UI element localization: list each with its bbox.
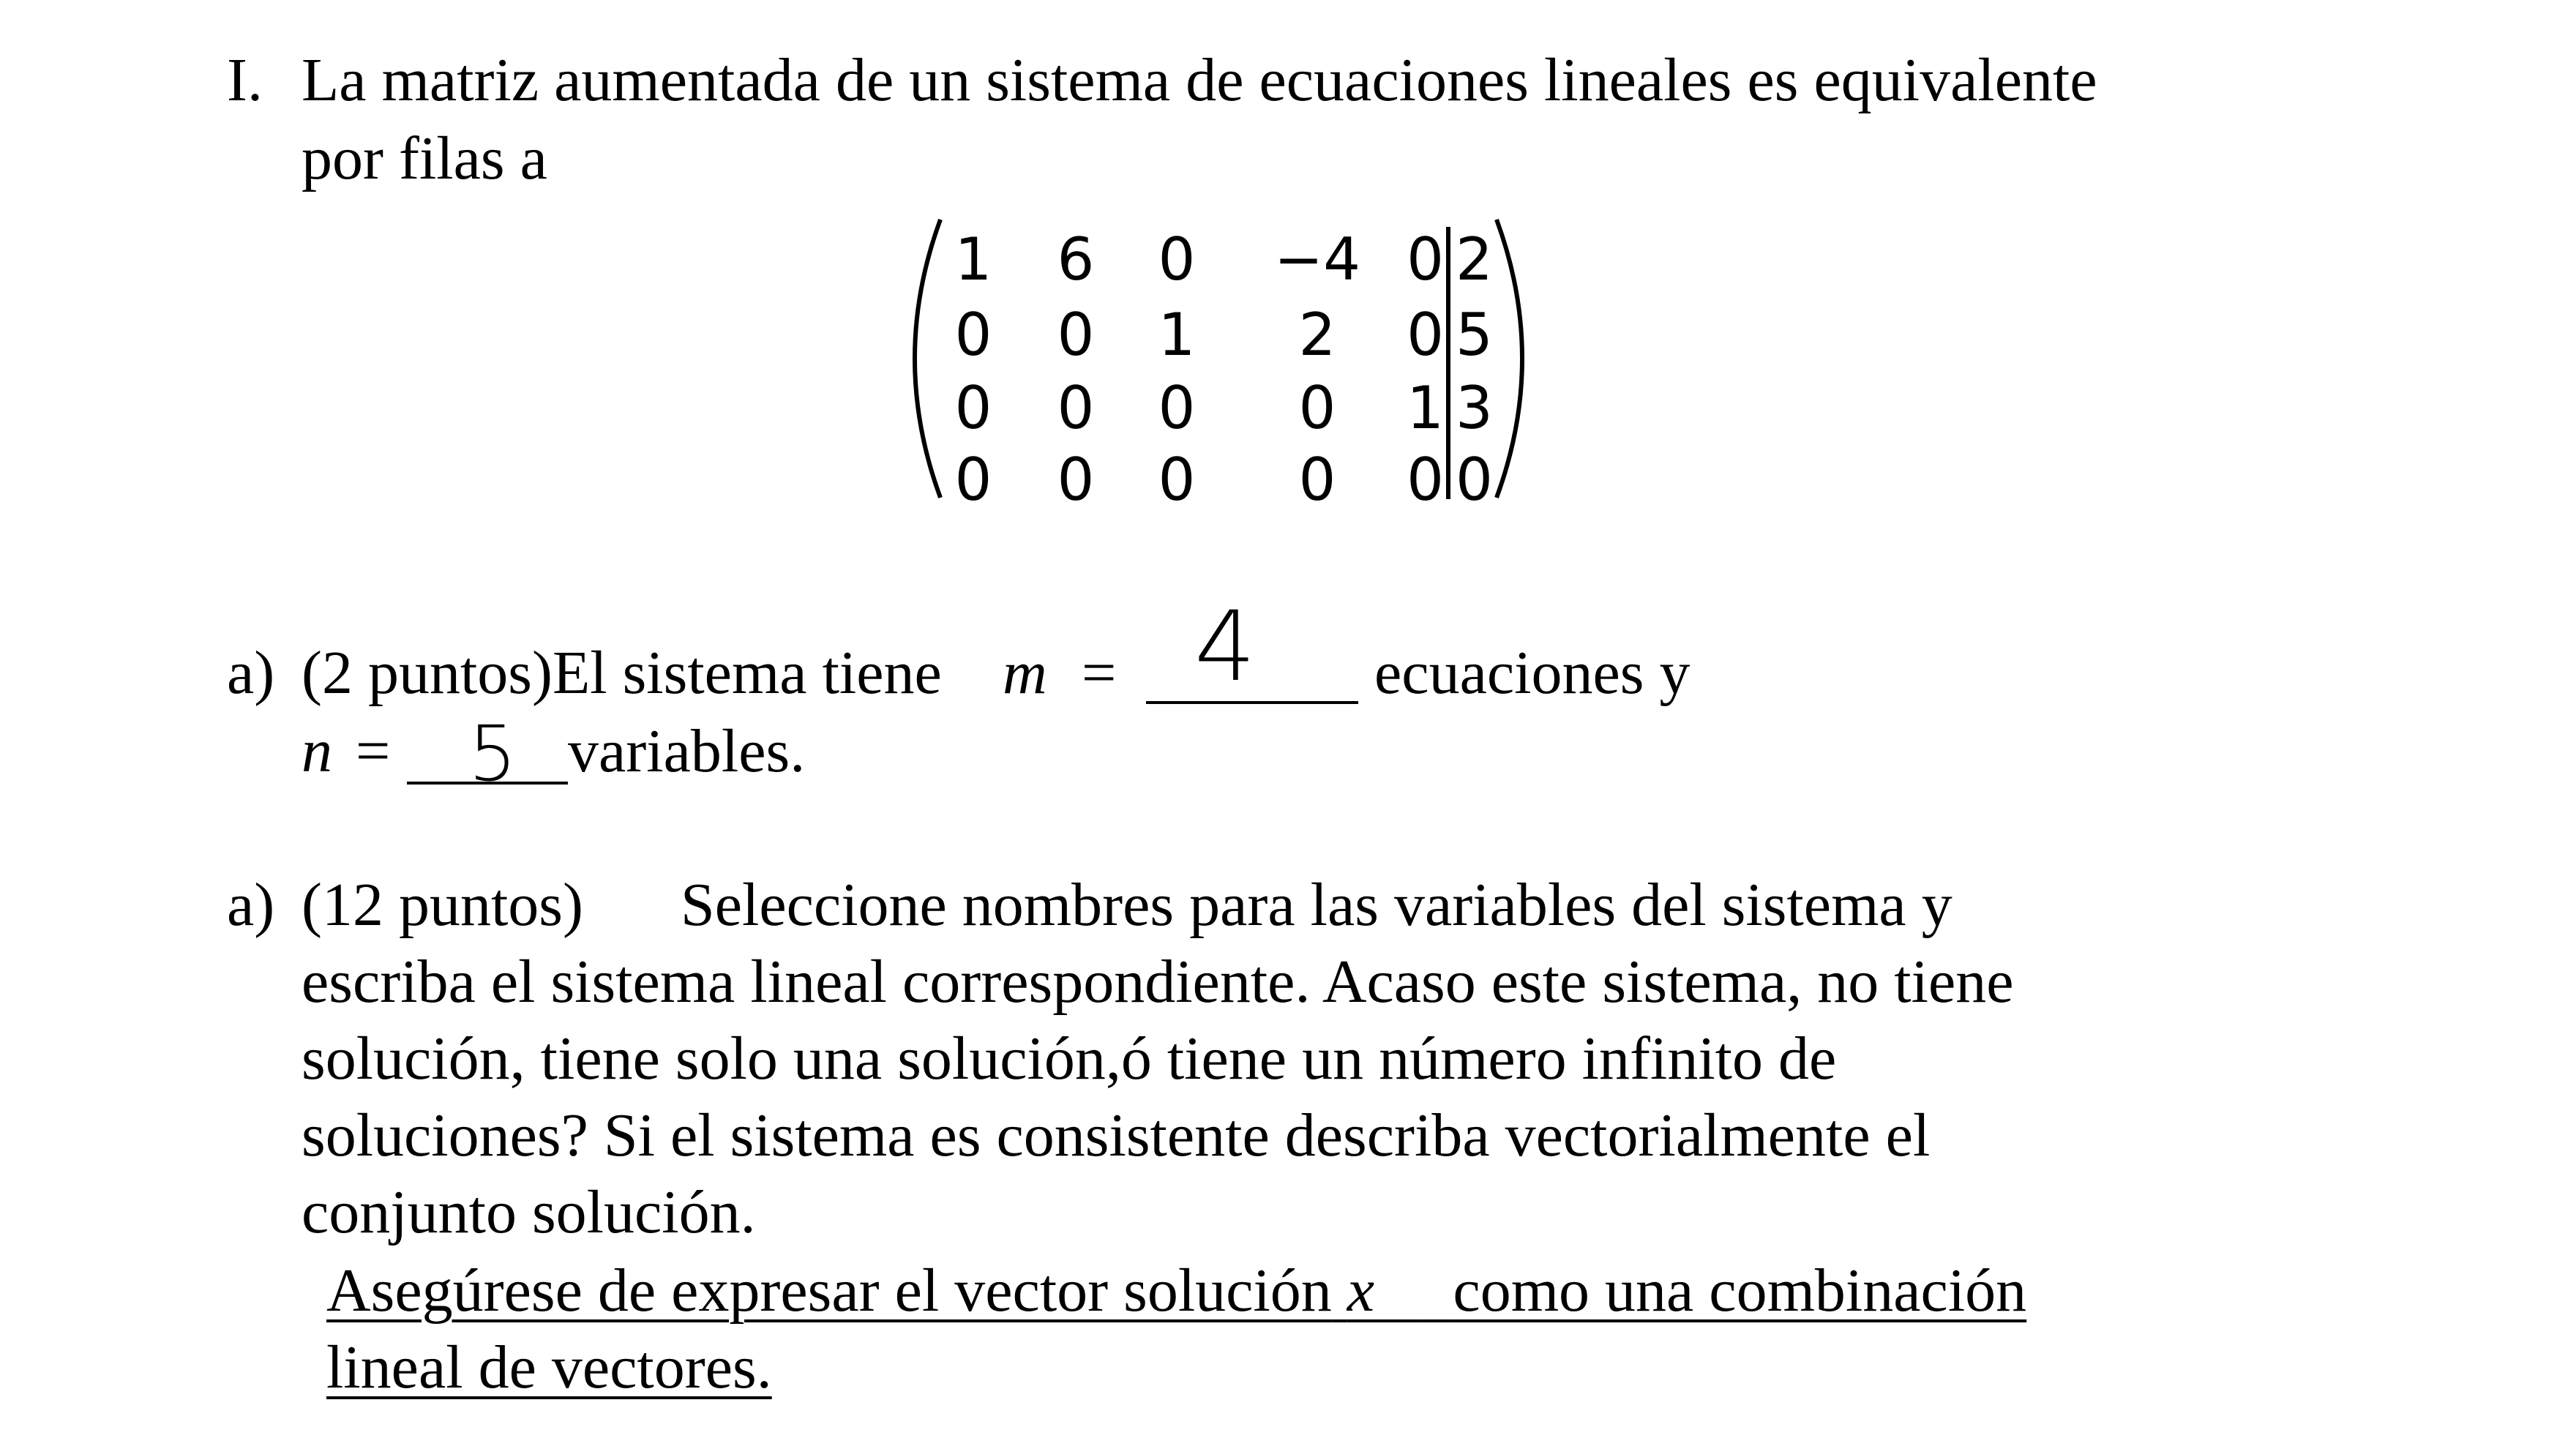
note-line2: lineal de vectores. (326, 1333, 772, 1401)
section-text-line1: La matriz aumentada de un sistema de ecuaciones lineales es equivalente (302, 46, 2097, 114)
part-a2-line5: conjunto solución. (302, 1178, 756, 1246)
matrix-augmented-cell: 2 (1456, 225, 1493, 293)
part-a1-text: (2 puntos)El sistema tiene (302, 639, 942, 707)
matrix-cell: 2 (1298, 301, 1336, 369)
section-text-line2: por filas a (302, 124, 547, 192)
part-a2-points: (12 puntos) (302, 871, 583, 939)
part-a1-label: a) (227, 639, 275, 707)
m-symbol: m (1003, 639, 1047, 707)
matrix-augmented-cell: 5 (1456, 301, 1493, 369)
vector-x: x⃗ (1347, 1257, 1423, 1325)
matrix-augmented-cell: 3 (1456, 374, 1493, 442)
matrix-cell: 6 (1057, 225, 1095, 293)
matrix-cell: −4 (1274, 225, 1360, 293)
part-a2-label: a) (227, 871, 275, 939)
part-a2-line2: escriba el sistema lineal correspondiente. Acaso este sistema, no tiene (302, 948, 2014, 1016)
section-label: I. (227, 46, 263, 114)
matrix-cell: 0 (1057, 446, 1095, 514)
m-handwritten-answer: 4 (1194, 591, 1256, 703)
n-symbol: n (302, 717, 332, 785)
matrix-cell: 0 (1158, 446, 1196, 514)
part-a1-text-after: ecuaciones y (1374, 639, 1690, 707)
matrix-cell: 0 (1057, 374, 1095, 442)
matrix-cell: 1 (1407, 374, 1444, 442)
matrix-cell: 0 (1298, 374, 1336, 442)
note-line1-a: Asegúrese de expresar el vector solución x⃗ como una combinación (326, 1257, 2027, 1325)
part-a2-line3: solución, tiene solo una solución,ó tiene un número infinito de (302, 1025, 1837, 1093)
matrix-cell: 0 (1057, 301, 1095, 369)
matrix-cell: 1 (1158, 301, 1196, 369)
augmented-matrix (896, 212, 1555, 520)
matrix-cell: 0 (1407, 225, 1444, 293)
m-equals: = (1082, 639, 1117, 707)
matrix-cell: 0 (954, 374, 992, 442)
matrix-cell: 1 (954, 225, 992, 293)
matrix-cell: 0 (1298, 446, 1336, 514)
matrix-cell: 0 (1158, 374, 1196, 442)
matrix-cell: 0 (1407, 301, 1444, 369)
matrix-cell: 0 (1407, 446, 1444, 514)
matrix-augmented-cell: 0 (1456, 446, 1493, 514)
matrix-cell: 0 (954, 301, 992, 369)
n-equals: = (356, 717, 391, 785)
variables-text: variables. (568, 717, 806, 785)
part-a2-line4: soluciones? Si el sistema es consistente describa vectorialmente el (302, 1101, 1931, 1169)
matrix-cell: 0 (1158, 225, 1196, 293)
n-handwritten-answer: 5 (468, 709, 517, 798)
part-a2-line1: Seleccione nombres para las variables del sistema y (681, 871, 1952, 939)
matrix-cell: 0 (954, 446, 992, 514)
